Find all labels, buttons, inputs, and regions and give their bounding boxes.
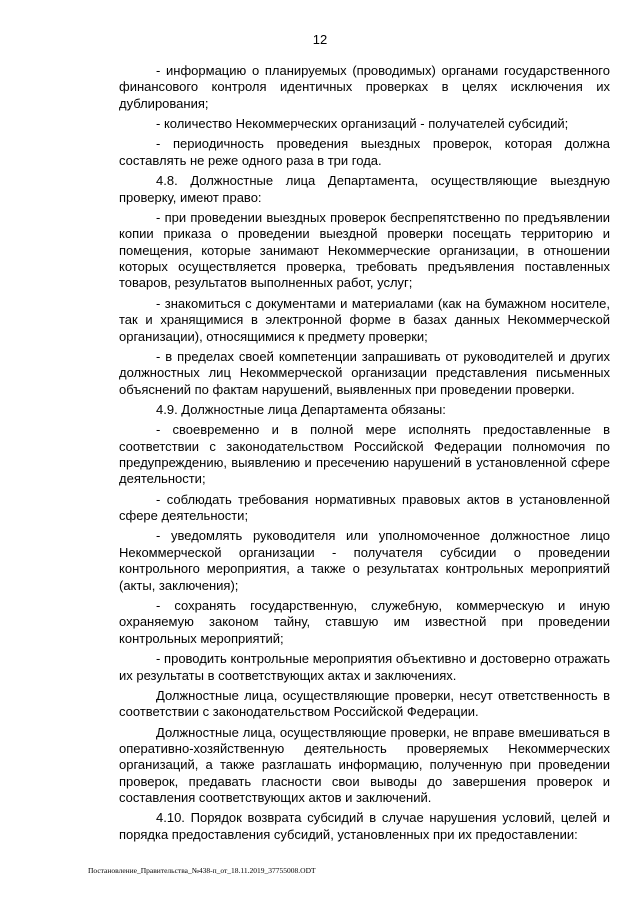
paragraph: - в пределах своей компетенции запрашивать от руководителей и других должностных лиц Некоммерческой организации представления письменных объяснений по фактам нарушений, выявленных при проведении проверки. <box>119 348 610 397</box>
page-number: 12 <box>312 32 328 47</box>
paragraph: - уведомлять руководителя или уполномоченное должностное лицо Некоммерческой организации - получателя субсидии о проведении контрольного мероприятия, а также о результатах контрольных мероприятий (акты, заключения); <box>119 528 610 593</box>
section-4-10-heading: 4.10. Порядок возврата субсидий в случае нарушения условий, целей и порядка предоставления субсидий, установленных при их предоставлении: <box>119 810 610 842</box>
paragraph: - информацию о планируемых (проводимых) органами государственного финансового контроля идентичных проверках в целях исключения их дублирования; <box>119 63 610 111</box>
paragraph: - количество Некоммерческих организаций - получателей субсидий; <box>156 116 569 132</box>
document-body <box>119 63 610 847</box>
paragraph: Должностные лица, осуществляющие проверки, не вправе вмешиваться в оперативно-хозяйственную деятельность проверяемых Некоммерческих организаций, а также разглашать информацию, полученную при проведении проверок, предавать гласности свои выводы до завершения проверок и составления соответствующих актов и заключений. <box>119 724 610 806</box>
paragraph: - периодичность проведения выездных проверок, которая должна составлять не реже одного раза в три года. <box>119 136 610 168</box>
section-4-9-heading: 4.9. Должностные лица Департамента обязаны: <box>156 401 446 417</box>
paragraph: - проводить контрольные мероприятия объективно и достоверно отражать их результаты в соответствующих актах и заключениях. <box>119 651 610 683</box>
paragraph: - при проведении выездных проверок беспрепятственно по предъявлении копии приказа о проведении выездной проверки посещать территорию и помещения, которые занимают Некоммерческие организации, в отношении которых осуществляется проверка, требовать предъявления поставленных товаров, результатов выполненных работ, услуг; <box>119 209 610 291</box>
paragraph: - соблюдать требования нормативных правовых актов в установленной сфере деятельности; <box>119 491 610 524</box>
paragraph: - сохранять государственную, служебную, коммерческую и иную охраняемую законом тайну, ставшую им известной при проведении контрольных мероприятий; <box>119 597 610 646</box>
footer-filename: Постановление_Правительства_№438-п_от_18.11.2019_37755008.ODT <box>88 866 316 875</box>
paragraph: - знакомиться с документами и материалами (как на бумажном носителе, так и хранящимися в электронной форме в базах данных Некоммерческой организации), относящимися к предмету проверки; <box>119 295 610 344</box>
section-4-8-heading: 4.8. Должностные лица Департамента, осуществляющие выездную проверку, имеют право: <box>119 173 610 205</box>
paragraph: - своевременно и в полной мере исполнять предоставленные в соответствии с законодательством Российской Федерации полномочия по предупреждению, выявлению и пресечению нарушений в установленной сфере деятельности; <box>119 422 610 487</box>
paragraph: Должностные лица, осуществляющие проверки, несут ответственность в соответствии с законодательством Российской Федерации. <box>119 687 610 720</box>
